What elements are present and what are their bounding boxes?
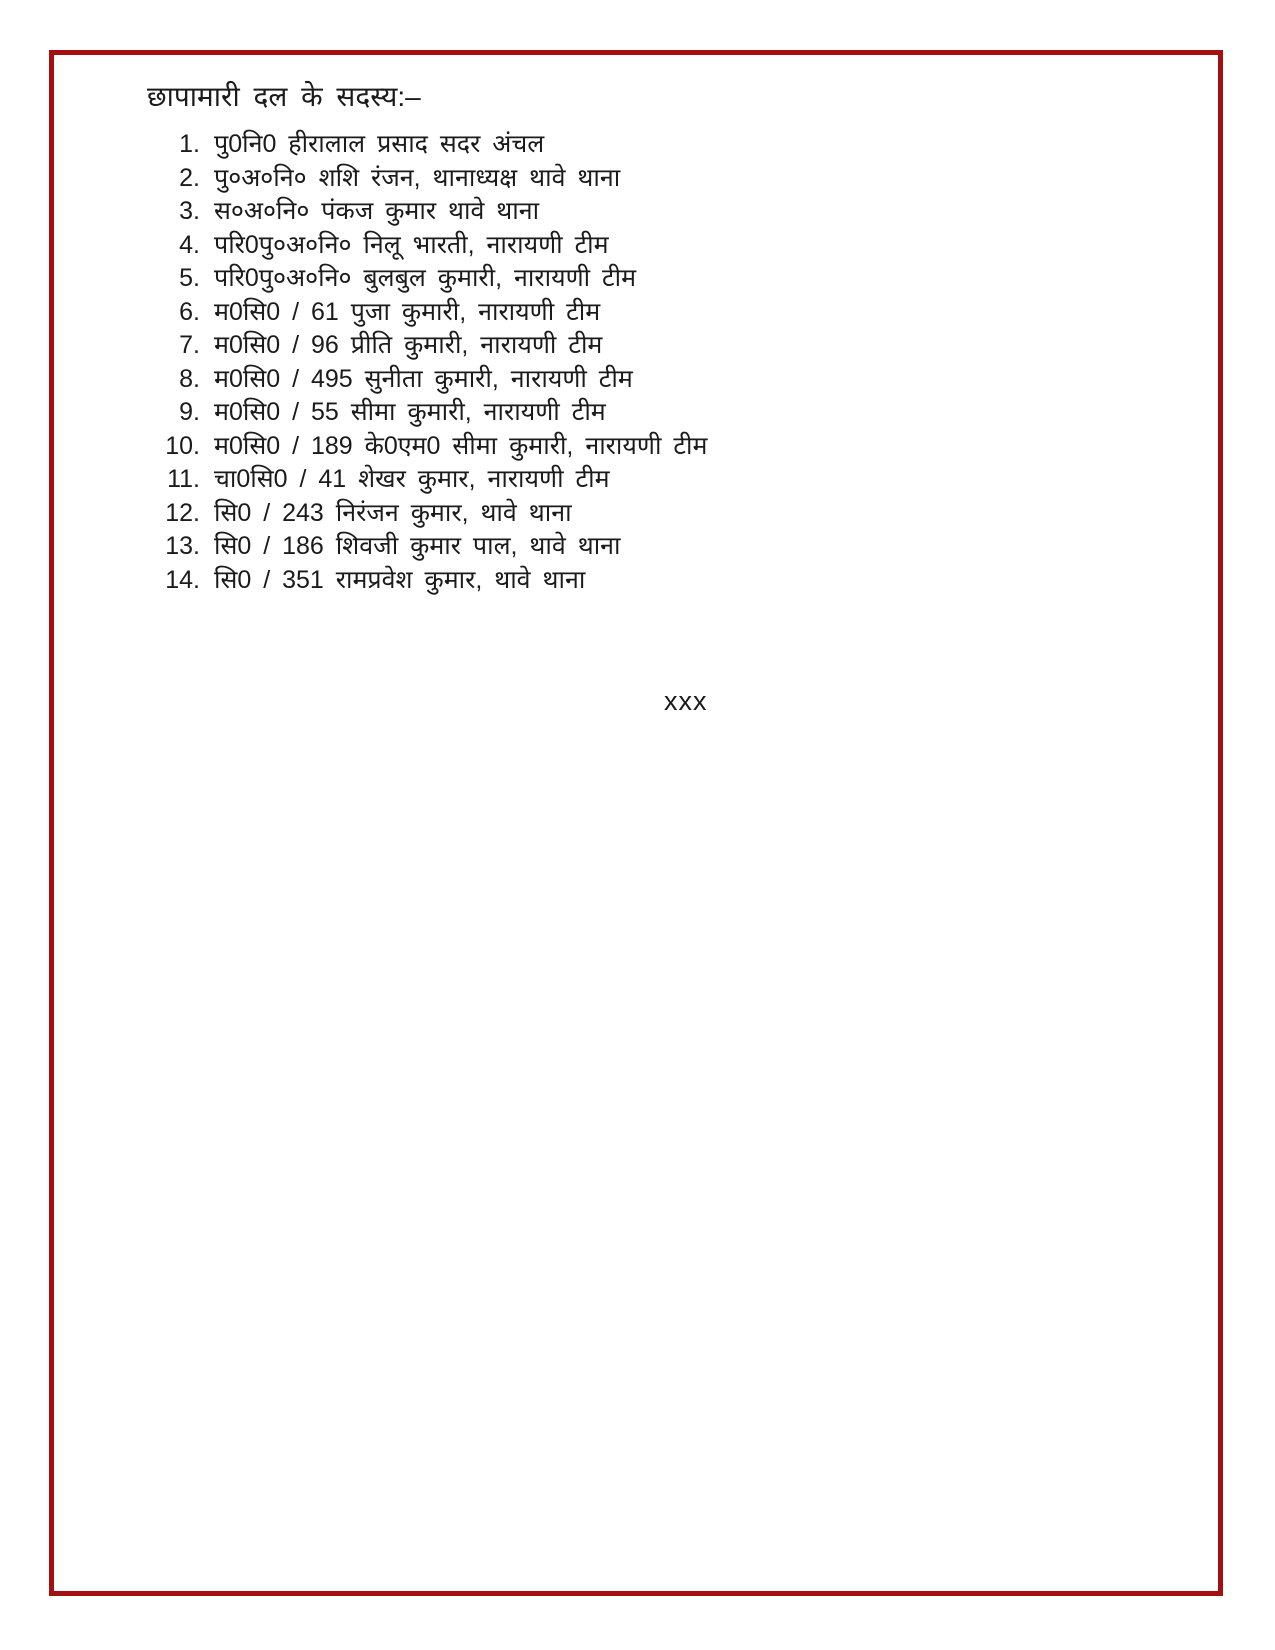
list-item-text: चा0सि0 / 41 शेखर कुमार, नारायणी टीम xyxy=(214,465,610,493)
list-item xyxy=(160,497,1080,531)
list-item-number: 14. xyxy=(165,565,200,594)
list-item-number: 8. xyxy=(179,364,200,393)
list-item-number: 13. xyxy=(165,532,200,560)
list-item xyxy=(160,363,1080,397)
list-item-text: पु०अ०नि० शशि रंजन, थानाध्यक्ष थावे थाना xyxy=(214,163,621,192)
list-item xyxy=(160,530,1080,564)
list-item-number: 12. xyxy=(165,498,200,527)
list-item xyxy=(160,430,1080,464)
list-item-text: म0सि0 / 495 सुनीता कुमारी, नारायणी टीम xyxy=(214,364,633,393)
list-item-number: 2. xyxy=(179,163,200,192)
list-item-text: म0सि0 / 96 प्रीति कुमारी, नारायणी टीम xyxy=(214,331,603,359)
list-item-text: म0सि0 / 189 के0एम0 सीमा कुमारी, नारायणी टीम xyxy=(214,431,708,460)
list-item-number: 5. xyxy=(179,264,200,292)
list-item-text: सि0 / 186 शिवजी कुमार पाल, थावे थाना xyxy=(214,532,621,560)
list-item xyxy=(160,229,1080,263)
list-item-number: 10. xyxy=(165,431,200,460)
list-item xyxy=(160,296,1080,330)
document-end-mark: xxx xyxy=(664,686,708,716)
list-item xyxy=(160,262,1080,296)
list-item-number: 4. xyxy=(179,230,200,259)
list-item-number: 1. xyxy=(179,130,200,158)
list-item-text: म0सि0 / 55 सीमा कुमारी, नारायणी टीम xyxy=(214,398,606,426)
list-item-text: सि0 / 351 रामप्रवेश कुमार, थावे थाना xyxy=(214,565,586,594)
page-title: छापामारी दल के सदस्य:– xyxy=(147,81,421,112)
list-item-number: 7. xyxy=(179,331,200,359)
list-item-number: 3. xyxy=(179,197,200,225)
list-item-number: 11. xyxy=(167,465,200,493)
list-item xyxy=(160,396,1080,430)
list-item-text: सि0 / 243 निरंजन कुमार, थावे थाना xyxy=(214,498,572,527)
list-item-text: परि0पु०अ०नि० बुलबुल कुमारी, नारायणी टीम xyxy=(214,264,637,292)
list-item xyxy=(160,564,1080,598)
list-item xyxy=(160,463,1080,497)
list-item xyxy=(160,329,1080,363)
list-item xyxy=(160,195,1080,229)
list-item-text: म0सि0 / 61 पुजा कुमारी, नारायणी टीम xyxy=(214,297,601,326)
list-item xyxy=(160,162,1080,196)
list-item-text: पु0नि0 हीरालाल प्रसाद सदर अंचल xyxy=(214,130,545,158)
list-item-text: परि0पु०अ०नि० निलू भारती, नारायणी टीम xyxy=(214,230,609,259)
list-item-number: 9. xyxy=(179,398,200,426)
member-list xyxy=(160,128,1080,597)
list-item-number: 6. xyxy=(179,297,200,326)
list-item-text: स०अ०नि० पंकज कुमार थावे थाना xyxy=(214,197,540,225)
list-item xyxy=(160,128,1080,162)
